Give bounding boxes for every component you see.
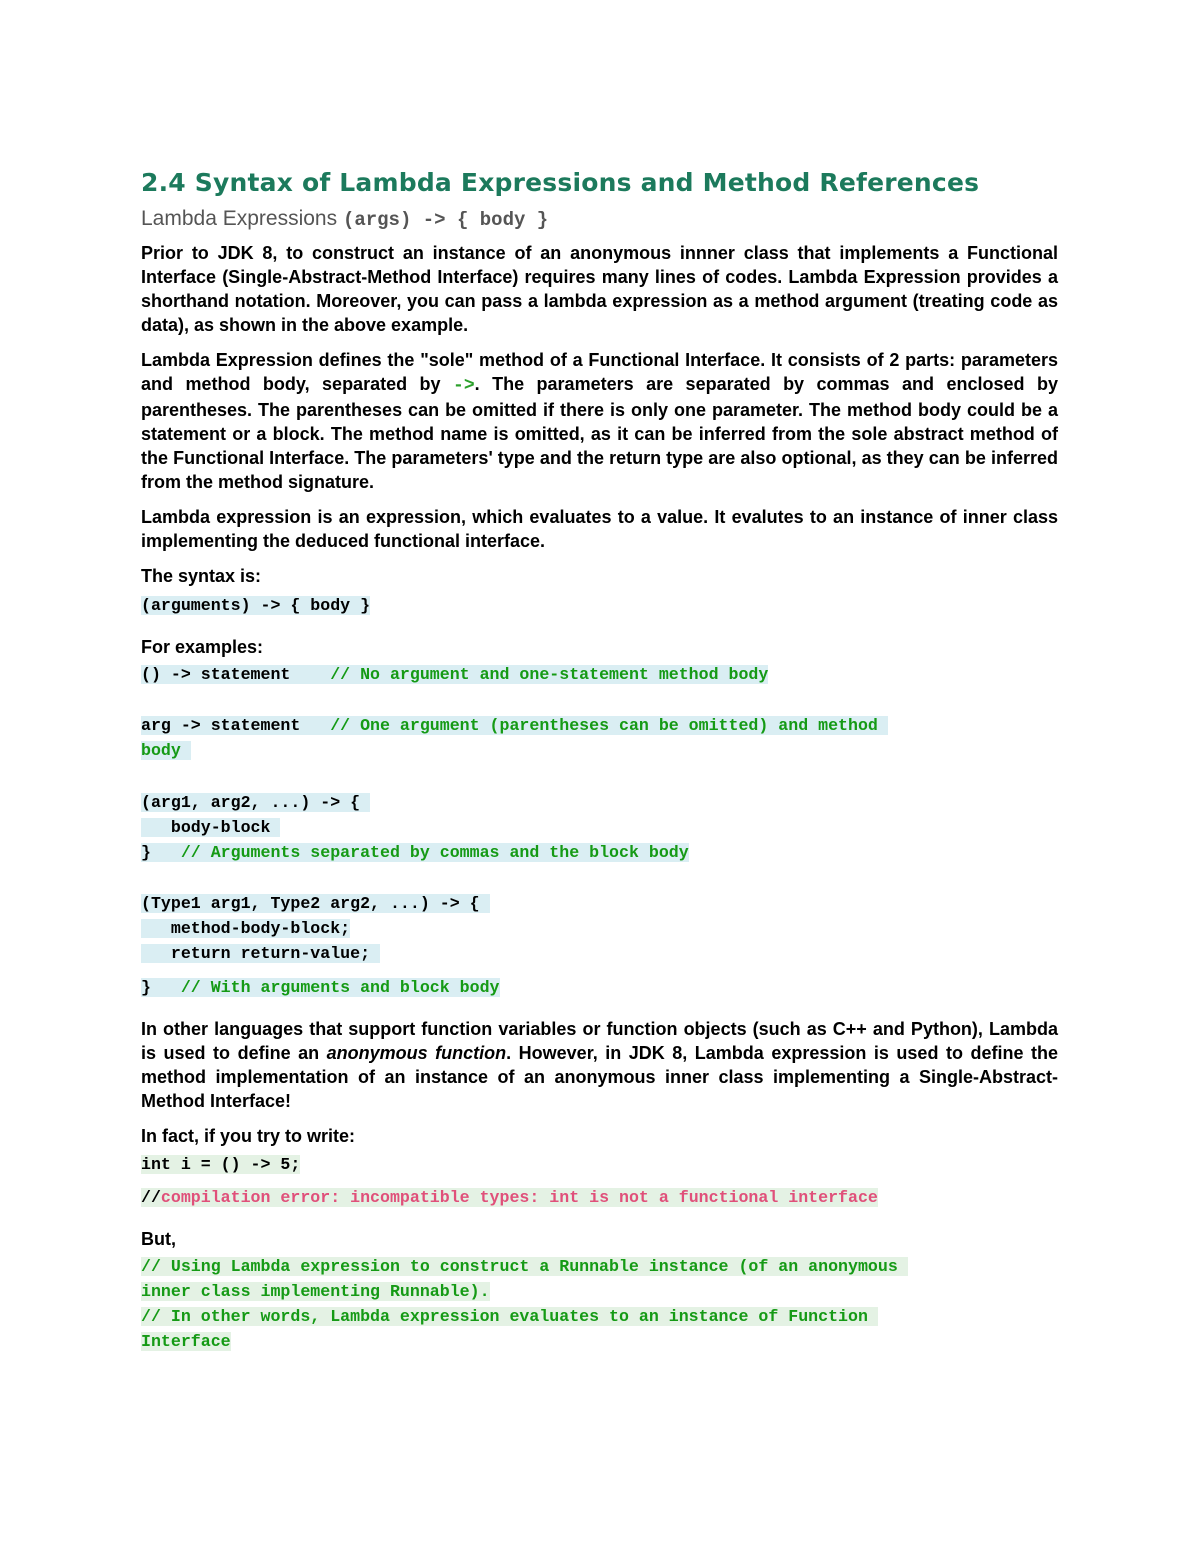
example-3-line-3 bbox=[141, 840, 1058, 865]
examples-label: For examples: bbox=[141, 637, 264, 657]
runnable-comment-line-3 bbox=[141, 1304, 1058, 1329]
paragraph-other-languages-part2: . However, in JDK 8, Lambda expression is used to define the method implementation of an instance of an anonymous inner class implementing a Single-Abstract-Method Interface! bbox=[141, 1043, 1058, 1111]
runnable-comment-block bbox=[141, 1254, 1058, 1354]
but-label: But, bbox=[141, 1229, 176, 1249]
example-4-line-1 bbox=[141, 891, 1058, 916]
subsection-title-text: Lambda Expressions bbox=[141, 207, 338, 230]
paragraph-definition bbox=[141, 348, 1058, 494]
example-3-comment: // Arguments separated by commas and the block body bbox=[180, 843, 689, 862]
example-4-body: method-body-block; bbox=[141, 919, 351, 938]
runnable-comment-line-4 bbox=[141, 1329, 1058, 1354]
paragraph-other-languages bbox=[141, 1017, 1058, 1113]
examples-code-block bbox=[141, 662, 1058, 1000]
example-1-code: () -> statement bbox=[141, 665, 331, 684]
paragraph-expression: Lambda expression is an expression, which evaluates to a value. It evalutes to an instance of inner class implementing the deduced functional interface. bbox=[141, 507, 1058, 551]
paragraph-definition-part2: . The parameters are separated by commas and enclosed by parentheses. The parentheses can be omitted if there is only one parameter. The method body could be a statement or a block. The method name is omitted, as it can be inferred from the sole abstract method of the Functional Interface. The parameters' type and the return type are also optional, as they can be inferred from the method signature. bbox=[141, 374, 1058, 492]
example-4-signature: (Type1 arg1, Type2 arg2, ...) -> { bbox=[141, 894, 490, 913]
example-3-signature: (arg1, arg2, ...) -> { bbox=[141, 793, 371, 812]
subsection-title bbox=[141, 207, 1058, 237]
int-code-line bbox=[141, 1152, 1058, 1177]
example-4-line-4 bbox=[141, 975, 1058, 1000]
syntax-label: The syntax is: bbox=[141, 566, 262, 586]
example-1-comment: // No argument and one-statement method body bbox=[330, 665, 769, 684]
example-3-line-1 bbox=[141, 790, 1058, 815]
paragraph-other-languages-part1: In other languages that support function variables or function objects (such as C++ and Python), Lambda is used to define an bbox=[141, 1019, 1058, 1063]
try-label: In fact, if you try to write: bbox=[141, 1126, 356, 1146]
runnable-comment-line-2 bbox=[141, 1279, 1058, 1304]
example-3-close: } bbox=[141, 843, 181, 862]
compilation-error-line bbox=[141, 1185, 1058, 1210]
example-4-line-3 bbox=[141, 941, 1058, 966]
example-2 bbox=[141, 713, 1058, 738]
example-4-comment: // With arguments and block body bbox=[180, 978, 500, 997]
example-2-continued bbox=[141, 738, 1058, 763]
example-3-body: body-block bbox=[141, 818, 281, 837]
int-code: int i = () -> 5; bbox=[141, 1155, 301, 1174]
syntax-code-line bbox=[141, 593, 1058, 618]
example-2-code: arg -> statement bbox=[141, 716, 331, 735]
example-4-close: } bbox=[141, 978, 181, 997]
example-4-line-2 bbox=[141, 916, 1058, 941]
section-heading: 2.4 Syntax of Lambda Expressions and Method References bbox=[141, 168, 980, 197]
example-2-comment-cont: body bbox=[141, 741, 191, 760]
subsection-title-code: (args) -> { body } bbox=[342, 209, 549, 231]
example-3-line-2 bbox=[141, 815, 1058, 840]
document-content bbox=[141, 168, 1058, 1354]
runnable-comment-4: Interface bbox=[141, 1332, 231, 1351]
syntax-code: (arguments) -> { body } bbox=[141, 596, 371, 615]
error-slashes: // bbox=[141, 1188, 161, 1207]
arrow-token: -> bbox=[453, 376, 475, 396]
runnable-comment-1: // Using Lambda expression to construct a Runnable instance (of an anonymous bbox=[141, 1257, 908, 1276]
runnable-comment-2: inner class implementing Runnable). bbox=[141, 1282, 490, 1301]
example-4-return: return return-value; bbox=[141, 944, 380, 963]
example-2-comment: // One argument (parentheses can be omitted) and method bbox=[330, 716, 888, 735]
runnable-comment-3: // In other words, Lambda expression evaluates to an instance of Function bbox=[141, 1307, 878, 1326]
compilation-error-text: compilation error: incompatible types: int is not a functional interface bbox=[160, 1188, 878, 1207]
anonymous-function-term: anonymous function bbox=[326, 1043, 507, 1063]
paragraph-definition-part1: Lambda Expression defines the "sole" method of a Functional Interface. It consists of 2 parts: parameters and method body, separated by bbox=[141, 350, 1058, 394]
paragraph-intro: Prior to JDK 8, to construct an instance of an anonymous innner class that implements a Functional Interface (Single-Abstract-Method Interface) requires many lines of codes. Lambda Expression provides a shorthand notation. Moreover, you can pass a lambda expression as a method argument (treating code as data), as shown in the above example. bbox=[141, 243, 1058, 335]
runnable-comment-line-1 bbox=[141, 1254, 1058, 1279]
example-1 bbox=[141, 662, 1058, 687]
